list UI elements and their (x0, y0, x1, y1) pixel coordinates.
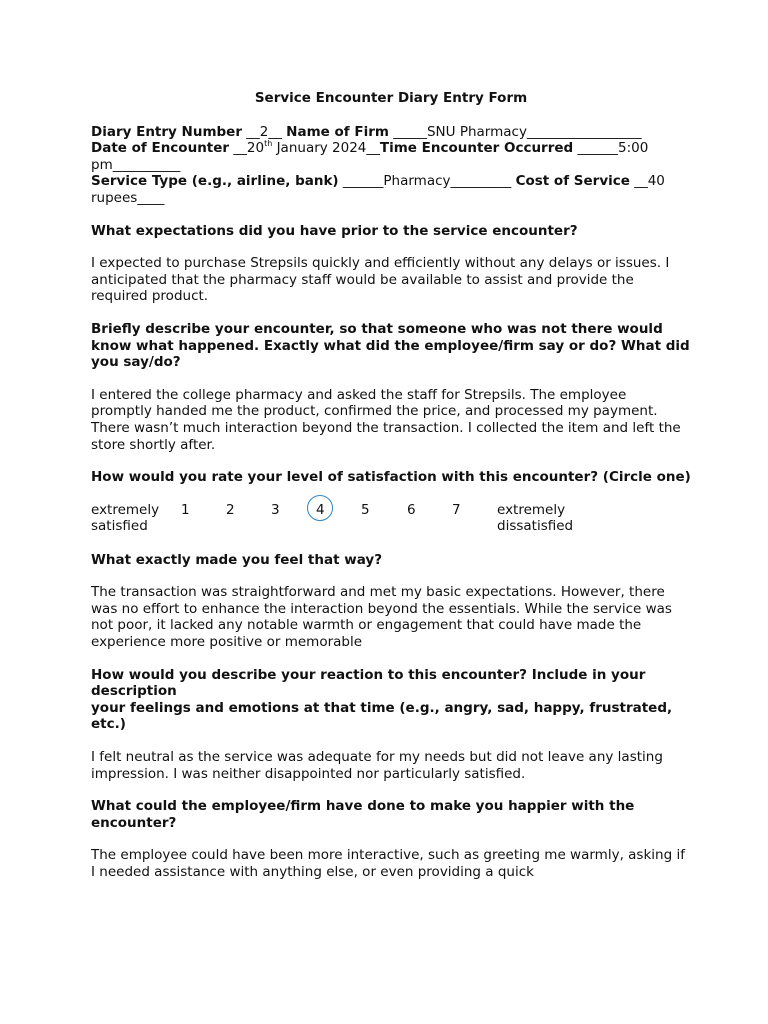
scale-left-label-1: extremely (91, 501, 160, 518)
service-type-label: Service Type (e.g., airline, bank) (91, 173, 339, 190)
scale-right-label-1: extremely (497, 501, 566, 518)
question-improvement: What could the employee/firm have done to make you happier with the encounter? (91, 798, 635, 831)
date-value-post: January 2024__ (272, 140, 380, 157)
scale-option-1: 1 (181, 501, 190, 518)
scale-option-2: 2 (226, 501, 235, 518)
time-label: Time Encounter Occurred (379, 140, 574, 157)
form-title: Service Encounter Diary Entry Form (254, 90, 528, 106)
cost-label: Cost of Service (515, 173, 630, 190)
scale-option-5: 5 (361, 501, 370, 518)
scale-option-3: 3 (271, 501, 280, 518)
answer-improvement: The employee could have been more interactive, such as greeting me warmly, asking if I needed assistance with anything else, or even providing a quick (91, 847, 685, 880)
scale-right-label-2: dissatisfied (497, 517, 574, 534)
question-reaction (91, 667, 691, 733)
form-meta (91, 124, 691, 207)
scale-option-6: 6 (407, 501, 416, 518)
diary-entry-value: __2__ (242, 123, 287, 140)
date-superscript: th (264, 138, 273, 148)
answer-describe-encounter: I entered the college pharmacy and asked the staff for Strepsils. The employee promptly handed me the product, confirmed the price, and processed my payment. There wasn’t much interaction beyond the transaction. I collected the item and left the store shortly after. (91, 386, 681, 453)
scale-option-4: 4 (316, 501, 325, 518)
firm-label: Name of Firm (286, 123, 389, 140)
date-value-pre: __20 (229, 140, 265, 157)
question-reaction-line-1: How would you describe your reaction to this encounter? Include in your description (91, 666, 646, 700)
question-describe-encounter: Briefly describe your encounter, so that someone who was not there would know what happened. Exactly what did the employee/firm say or do? What did you say/do? (91, 320, 690, 371)
question-reaction-line-2: your feelings and emotions at that time (e.g., angry, sad, happy, frustrated, etc.) (91, 699, 673, 733)
scale-option-7: 7 (452, 501, 461, 518)
meta-line-2 (91, 140, 691, 173)
firm-value: _____SNU Pharmacy_________________ (388, 123, 642, 140)
answer-reaction: I felt neutral as the service was adequate for my needs but did not leave any lasting impression. I was neither disappointed nor particularly satisfied. (91, 749, 663, 782)
service-type-value: ______Pharmacy_________ (338, 173, 516, 190)
satisfaction-scale (91, 502, 691, 536)
form-content (91, 90, 691, 881)
scale-left-label-2: satisfied (91, 517, 148, 534)
time-value: ______5:00 pm__________ (91, 140, 649, 173)
question-expectations: What expectations did you have prior to the service encounter? (91, 222, 578, 239)
meta-line-1 (91, 124, 691, 141)
selected-rating-circle (307, 495, 333, 521)
date-label: Date of Encounter (91, 140, 230, 157)
answer-expectations: I expected to purchase Strepsils quickly and efficiently without any delays or issues. I anticipated that the pharmacy staff would be available to assist and provide the required product. (91, 255, 670, 305)
cost-value: __40 rupees____ (91, 173, 665, 206)
question-feel-that-way: What exactly made you feel that way? (91, 551, 383, 568)
answer-feel-that-way: The transaction was straightforward and met my basic expectations. However, there was no effort to enhance the interaction beyond the essentials. While the service was not poor, it lacked any notable warmth or engagement that could have made the experience more positive or memorable (91, 584, 672, 651)
meta-line-3 (91, 173, 691, 206)
question-rating: How would you rate your level of satisfaction with this encounter? (Circle one) (91, 469, 691, 486)
diary-entry-label: Diary Entry Number (91, 123, 242, 140)
